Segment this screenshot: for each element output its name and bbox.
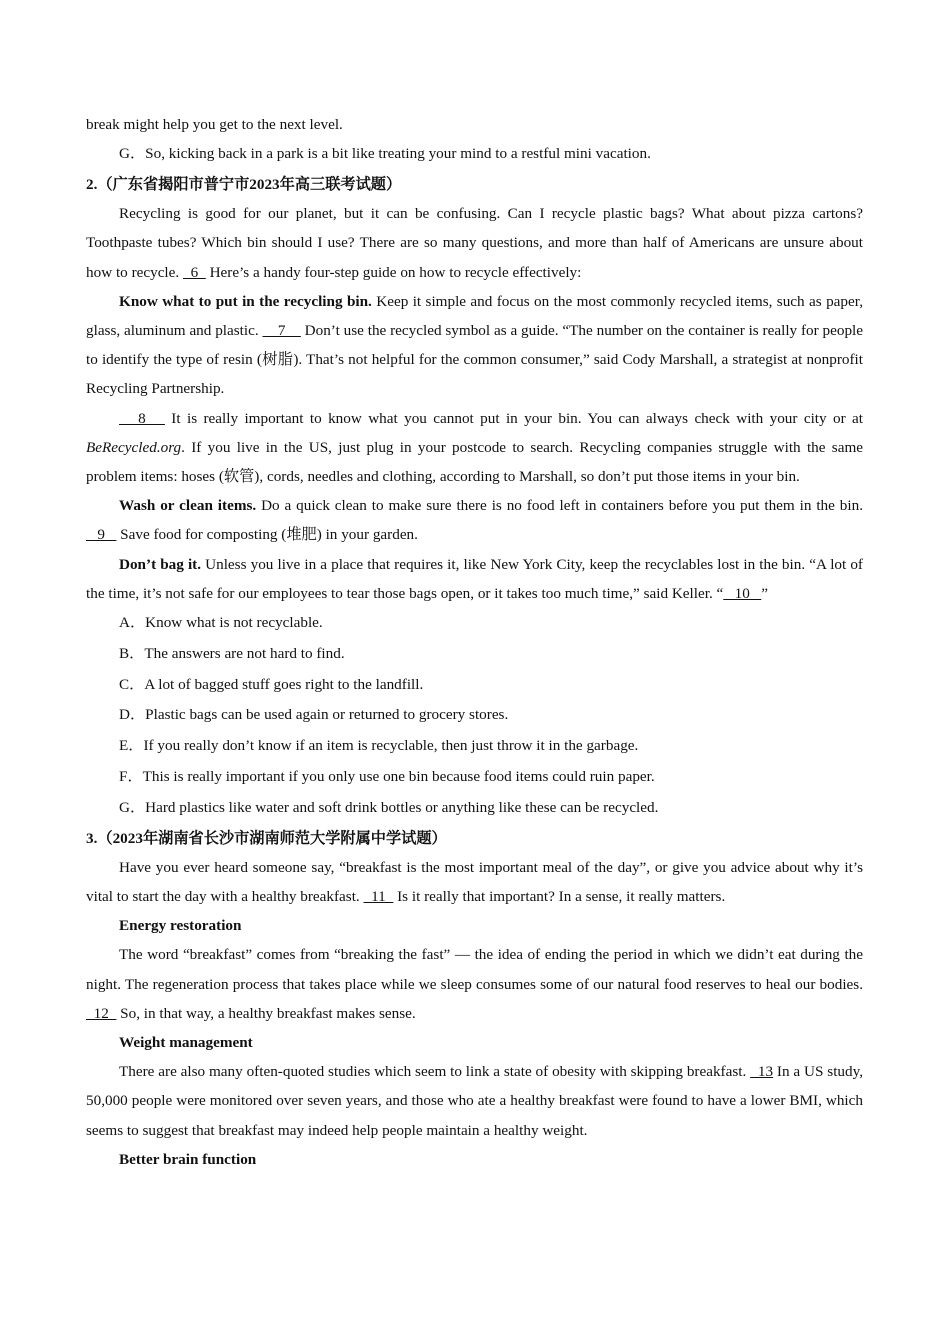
q2-p2-tail: Don’t use the recycled symbol as a guide. “The number on the container is really for people to identify the type of resin (树脂). That’s not helpful for the common consumer,” said Cody Marshall, a strategist at nonprofit Recycling Partnership. <box>86 322 863 398</box>
q2-paragraph-2 <box>86 287 863 404</box>
option-g: G．Hard plastics like water and soft drink bottles or anything like these can be recycled. <box>119 798 659 816</box>
passage-continuation-line: break might help you get to the next level. <box>86 116 343 133</box>
q2-p1-text: Recycling is good for our planet, but it can be confusing. Can I recycle plastic bags? What about pizza cartons? Toothpaste tubes? Which bin should I use? There are so many questions, and more than half of Americans are unsure about how to recycle. <box>86 205 863 281</box>
q2-p5-bold: Don’t bag it. <box>119 555 202 573</box>
blank-10: 10 <box>723 584 762 602</box>
q2-p4-bold: Wash or clean items. <box>119 497 257 515</box>
blank-6: 6 <box>183 263 206 281</box>
q2-paragraph-4 <box>86 491 863 549</box>
blank-12: 12 <box>86 1004 117 1022</box>
q2-paragraph-1 <box>86 199 863 287</box>
q3-paragraph-2 <box>86 940 863 1028</box>
option-g-previous: G．So, kicking back in a park is a bit like treating your mind to a restful mini vacation. <box>119 145 651 163</box>
q3-p2-tail: So, in that way, a healthy breakfast makes sense. <box>116 1004 416 1022</box>
question-2-heading: 2.（广东省揭阳市普宁市2023年高三联考试题） <box>86 176 402 193</box>
q3-p1-tail: Is it really that important? In a sense, it really matters. <box>393 888 726 906</box>
q2-p3-site: BeRecycled.org <box>86 438 182 456</box>
document-page <box>86 110 863 1174</box>
subheading-weight-management: Weight management <box>119 1034 253 1052</box>
q3-paragraph-1 <box>86 853 863 911</box>
subheading-energy-restoration: Energy restoration <box>119 917 242 935</box>
option-e: E．If you really don’t know if an item is recyclable, then just throw it in the garbage. <box>119 737 639 755</box>
option-b: B．The answers are not hard to find. <box>119 644 345 662</box>
option-f: F．This is really important if you only use one bin because food items could ruin paper. <box>119 768 655 786</box>
blank-13: 13 <box>750 1063 774 1081</box>
q2-p4-tail: Save food for composting (堆肥) in your garden. <box>116 526 418 544</box>
q3-p2-text: The word “breakfast” comes from “breaking the fast” — the idea of ending the period in which we didn’t eat during the night. The regeneration process that takes place while we sleep consumes some of our natural food reserves to heal our bodies. <box>86 946 863 993</box>
q2-p2-bold: Know what to put in the recycling bin. <box>119 292 372 310</box>
q2-p3-text: It is really important to know what you cannot put in your bin. You can always check with your city or at <box>164 409 864 427</box>
question-3-heading: 3.（2023年湖南省长沙市湖南师范大学附属中学试题） <box>86 829 447 847</box>
q2-paragraph-5 <box>86 550 863 608</box>
blank-9: 9 <box>86 526 117 544</box>
blank-7: 7 <box>262 322 301 340</box>
q3-paragraph-3 <box>86 1057 863 1145</box>
q2-p1-tail: Here’s a handy four-step guide on how to recycle effectively: <box>205 263 582 281</box>
q2-p5-tail: ” <box>761 584 768 602</box>
blank-8: 8 <box>119 409 165 427</box>
q2-p2-text: Keep it simple and focus on the most commonly recycled items, such as paper, glass, aluminum and plastic. <box>86 292 863 340</box>
option-a: A．Know what is not recyclable. <box>119 614 323 632</box>
q2-p5-text: Unless you live in a place that requires it, like New York City, keep the recyclables lost in the bin. “A lot of the time, it’s not safe for our employees to tear those bags open, or it takes too much time,” said Keller. “ <box>86 555 863 602</box>
blank-11: 11 <box>363 888 394 906</box>
q2-paragraph-3 <box>86 404 863 492</box>
q2-p4-text: Do a quick clean to make sure there is no food left in containers before you put them in the bin. <box>256 497 863 515</box>
option-c: C．A lot of bagged stuff goes right to the landfill. <box>119 675 424 693</box>
q3-p3-text: There are also many often-quoted studies which seem to link a state of obesity with skipping breakfast. <box>119 1063 751 1081</box>
subheading-better-brain-function: Better brain function <box>119 1150 257 1168</box>
q3-p1-text: Have you ever heard someone say, “breakfast is the most important meal of the day”, or give you advice about why it’s vital to start the day with a healthy breakfast. <box>86 858 863 906</box>
q3-p3-tail: In a US study, 50,000 people were monitored over seven years, and those who ate a healthy breakfast were found to have a lower BMI, which seems to suggest that breakfast may indeed help people maintain a healthy weight. <box>86 1063 864 1139</box>
option-d: D．Plastic bags can be used again or returned to grocery stores. <box>119 706 509 724</box>
q2-p3-tail: . If you live in the US, just plug in your postcode to search. Recycling companies struggle with the same problem items: hoses (软管), cords, needles and clothing, according to Marshall, so don’t put those items in your bin. <box>86 438 863 486</box>
